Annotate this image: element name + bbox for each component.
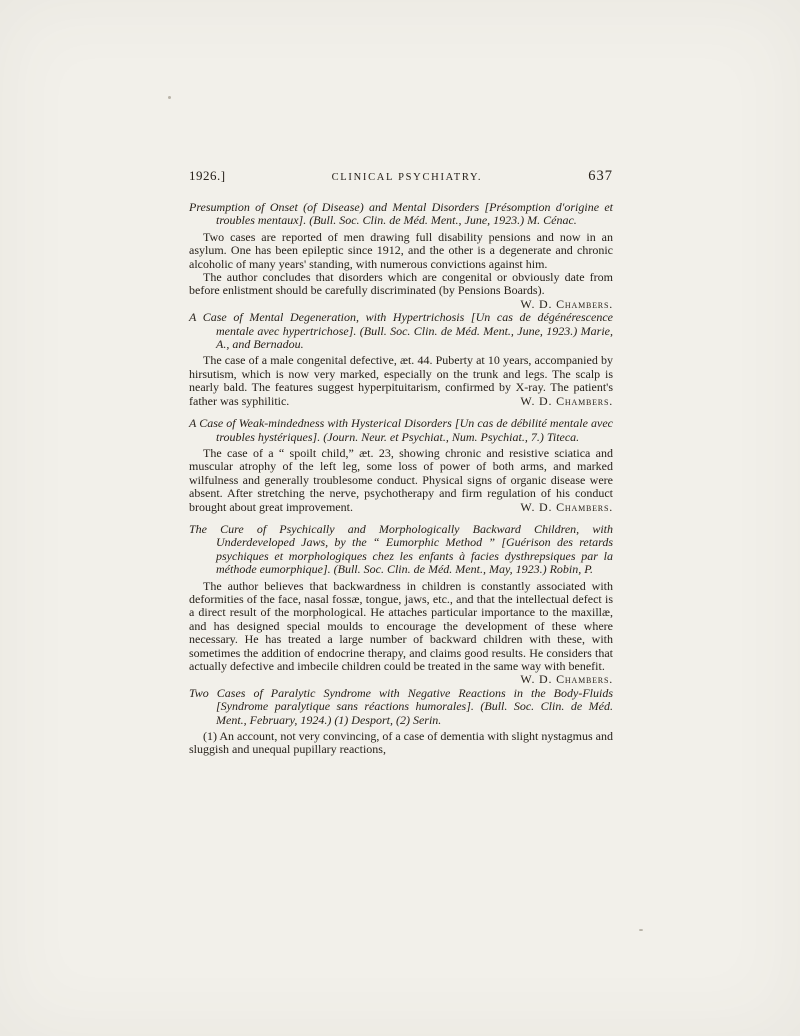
abstract-paragraph <box>189 447 613 514</box>
abstract-paragraph: Two cases are reported of men drawing full disability pensions and now in an asylum. One has been epileptic since 1912, and the other is a degenerate and chronic alcoholic of many years' standing, with numerous convictions against him. <box>189 229 613 271</box>
abstract-paragraph <box>189 578 613 687</box>
paragraph-text: The author concludes that disorders which are congenital or obviously date from before enlistment should be carefully discriminated (by Pensions Boards). <box>189 270 613 298</box>
abstract-title: A Case of Mental Degeneration, with Hypertrichosis [Un cas de dégénérescence mentale avec hypertrichose]. (Bull. Soc. Clin. de Méd. Ment., June, 1923.) Marie, A., and Bernadou. <box>189 310 613 352</box>
abstract-title: Two Cases of Paralytic Syndrome with Negative Reactions in the Body-Fluids [Syndrome paralytique sans réactions humorales]. (Bull. Soc. Clin. de Méd. Ment., February, 1924.) (1) Desport, (2) Serin. <box>189 685 613 727</box>
paragraph-text: The case of a “ spoilt child,” æt. 23, showing chronic and resistive sciatica and muscular atrophy of the left leg, some loss of power of both arms, and marked wilfulness and generally troublesome conduct. Physical signs of organic disease were absent. After stretching the nerve, psychotherapy and firm regulation of his conduct brought about great improvement. <box>189 445 613 514</box>
abstract-entry <box>189 521 613 687</box>
reviewer-signature: W. D. Chambers. <box>520 499 613 514</box>
paragraph-text: The author believes that backwardness in children is constantly associated with deformities of the face, nasal fossæ, tongue, jaws, etc., and that the intellectual defect is a direct result of the morphological. He attaches particular importance to the maxillæ, and has designed special moulds to encourage the development of these where necessary. He has treated a large number of backward children with these, with sometimes the addition of endocrine therapy, and claims good results. He considers that actually defective and imbecile children could be treated in the same way with benefit. <box>189 578 613 673</box>
abstract-entry <box>189 200 613 311</box>
abstract-entry <box>189 417 613 514</box>
running-title: CLINICAL PSYCHIATRY. <box>331 172 483 183</box>
reviewer-signature: W. D. Chambers. <box>520 393 613 408</box>
reviewer-signature: W. D. Chambers. <box>520 672 613 687</box>
page-header <box>189 168 613 185</box>
abstract-entry <box>189 687 613 757</box>
scan-speck <box>168 96 171 99</box>
page-number: 637 <box>588 168 613 184</box>
page-content <box>189 168 613 766</box>
abstract-paragraph: (1) An account, not very convincing, of a case of dementia with slight nystagmus and sluggish and unequal pupillary reactions, <box>189 729 613 757</box>
reviewer-signature: W. D. Chambers. <box>520 296 613 311</box>
abstract-paragraph <box>189 270 613 311</box>
paragraph-text: The case of a male congenital defective, æt. 44. Puberty at 10 years, accompanied by hirsutism, which is now very marked, especially on the trunk and legs. The scalp is nearly bald. The features suggest hyperpituitarism, confirmed by X-ray. The patient's father was syphilitic. <box>189 353 613 408</box>
abstract-title: The Cure of Psychically and Morphologically Backward Children, with Underdeveloped Jaws, by the “ Eumorphic Method ” [Guérison des retards psychiques et morphologiques chez les enfants à facies dysthrepsiques par la méthode eumorphique]. (Bull. Soc. Clin. de Méd. Ment., May, 1923.) Robin, P. <box>189 521 613 577</box>
abstract-title: Presumption of Onset (of Disease) and Mental Disorders [Présomption d'origine et troubles mentaux]. (Bull. Soc. Clin. de Méd. Ment., June, 1923.) M. Cénac. <box>189 200 613 228</box>
abstract-title: A Case of Weak-mindedness with Hysterical Disorders [Un cas de débilité mentale avec troubles hystériques]. (Journ. Neur. et Psychiat., Num. Psychiat., 7.) Titeca. <box>189 416 613 444</box>
scan-speck <box>639 929 643 931</box>
abstract-entry <box>189 311 613 408</box>
abstract-paragraph <box>189 354 613 408</box>
year-label: 1926.] <box>189 168 226 183</box>
